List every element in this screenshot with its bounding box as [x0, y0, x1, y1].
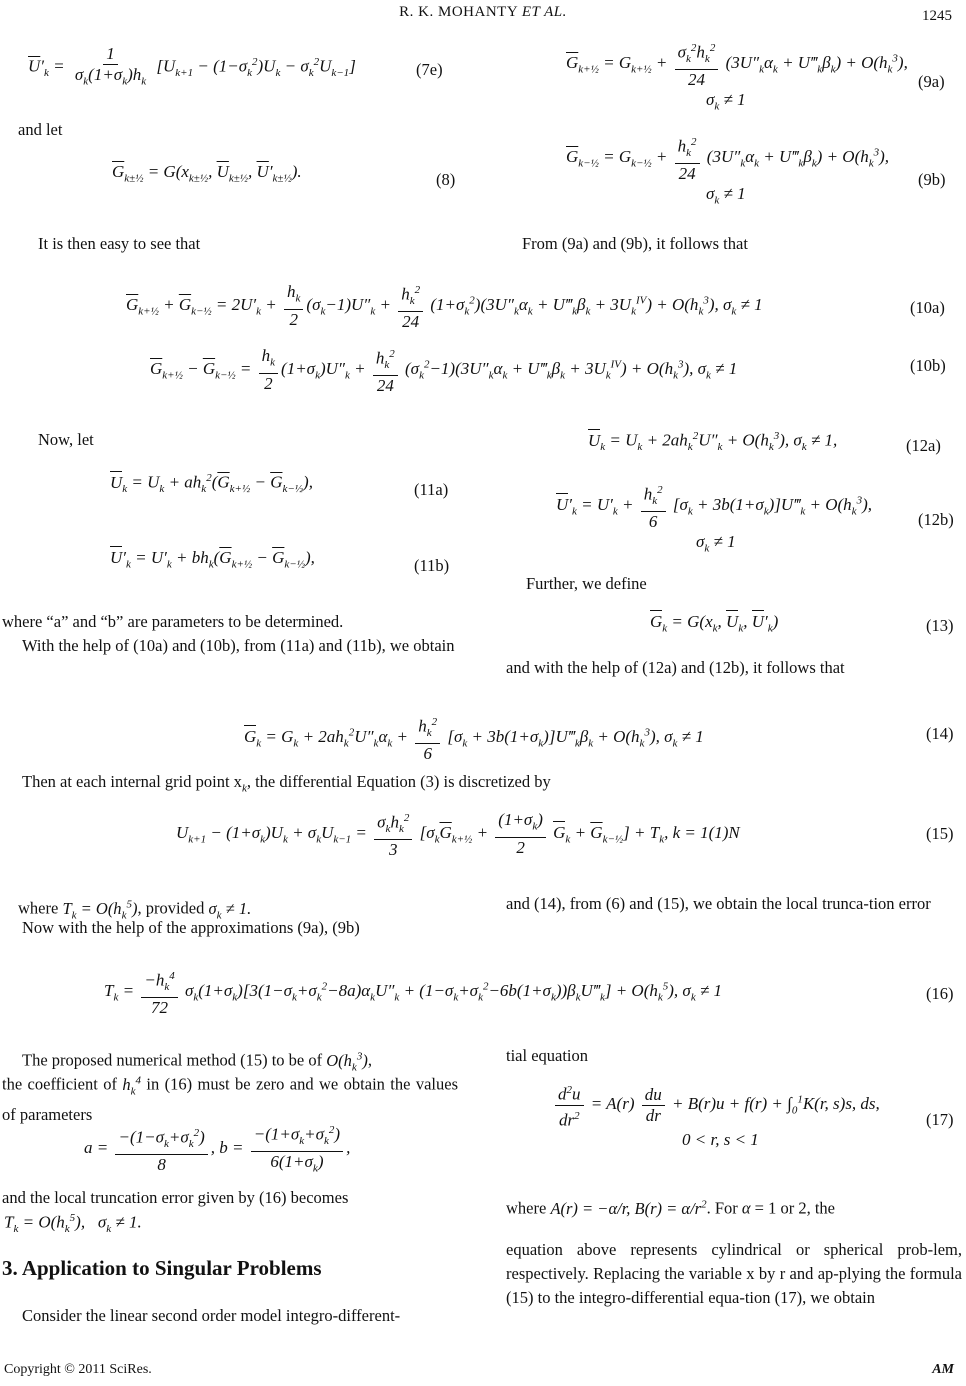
- tial-equation-text: tial equation: [506, 1046, 589, 1065]
- equation-10b: $\overline{G}_{k+\frac{1}{2}} - \overline{G}_{k-\frac{1}{2}}$ = $\frac{h_k}{2}$ $(1+\sigma_k)U''_k$ + $\frac{h_k^2}{24}$ $(\sigma_k^2-1)(3U''_k\alpha_k$ + $U‴_k\beta_k + 3U_k^{IV}) + O(h_k^3)$, $\sigma_k \ne 1$: [150, 344, 737, 396]
- alpha-eq-word: = 1 or 2, the: [754, 1198, 836, 1218]
- equation-8: $\overline{G}_{k\pm\frac{1}{2}} = G(x_{k\pm\frac{1}{2}}$, $\overline{U}_{k\pm\frac{1}{2}}$, $\overline{U}'_{k\pm\frac{1}{2}}$).: [112, 162, 302, 185]
- proposed-part-3: in (16) must be zero and we obtain the values of parameters: [2, 1074, 459, 1124]
- equation-16: $T_k$ = $\frac{-h_k^4}{72}$ $\sigma_k(1+\sigma_k)[3(1-\sigma_k+\sigma_k^2-8a)\alpha_kU''_k$ + $(1-\sigma_k+\sigma_k^2-6b(1+\sigma_k))\beta_kU‴_k] + O(h_k^5)$, $\sigma_k \ne 1$: [104, 966, 722, 1018]
- proposed-text-2: the coefficient of $h_k^4$ in (16) must be zero and we obtain the values of parameters: [2, 1074, 459, 1124]
- equation-14: $G_k = G_k + 2ah_k^2U''_k\alpha_k$ + $\frac{h_k^2}{6}$ [$\sigma_k$ + $3b(1+\sigma_k)]U‴_k\beta_k + O(h_k^3)$, $\sigma_k \ne 1$: [244, 712, 704, 764]
- eq-12a-tag: (12a): [906, 436, 941, 455]
- journal-footer: AM: [932, 1362, 954, 1377]
- eq-10b-tag: (10b): [910, 356, 946, 375]
- with-help-12-text: and with the help of (12a) and (12b), it follows that: [506, 658, 845, 677]
- eq-11b-tag: (11b): [414, 556, 450, 575]
- easy-to-see-text: It is then easy to see that: [38, 234, 201, 253]
- eq-12b-tag: (12b): [918, 510, 954, 529]
- proposed-part-2: the coefficient of: [2, 1074, 117, 1094]
- equation-15: $U_{k+1} - (1+\sigma_k)U_k + \sigma_kU_{k-1}$ = $\frac{\sigma_kh_k^2}{3}$ [$\sigma_k\overline{G}_{k+\frac{1}{2}}$ + $\frac{(1+\sigma_k)}{2}$ $G_k + \overline{G}_{k-\frac{1}{2}}] + T_k$, k = 1(1)N: [176, 808, 740, 860]
- eq-13-tag: (13): [926, 616, 954, 635]
- then-each-part-1: Then at each internal grid point x: [22, 772, 242, 791]
- equation-13: $G_k = G(x_k$, $U_k$, $U'_k$): [650, 612, 779, 635]
- proposed-part-1: The proposed numerical method (15) to be of: [22, 1050, 323, 1070]
- equation-params: a = $\frac{-(1-\sigma_k+\sigma_k^2)}{8}$ , b = $\frac{-(1+\sigma_k+\sigma_k^2)}{6(1+\sigma_k)}$ ,: [84, 1120, 350, 1178]
- params-text: where “a” and “b” are parameters to be determined.: [2, 612, 344, 631]
- header-authors: R. K. MOHANTY: [399, 4, 518, 20]
- eq-10a-tag: (10a): [910, 298, 945, 317]
- then-each-text: Then at each internal grid point $x_k$, the differential Equation (3) is discretized by: [22, 772, 551, 795]
- eq-11a-tag: (11a): [414, 480, 449, 499]
- where-T-word: where: [18, 898, 59, 918]
- eq-9b-tag: (9b): [918, 170, 946, 189]
- consider-text: Consider the linear second order model integro-different-: [22, 1306, 401, 1325]
- eq-17-tag: (17): [926, 1110, 954, 1129]
- equation-9a: $\overline{G}_{k+\frac{1}{2}} = G_{k+\frac{1}{2}}$ + $\frac{\sigma_k^2h_k^2}{24}$ ($3U''_k\alpha_k$ + $U‴_k\beta_k) + O(h_k^3)$, $\sigma_k \ne 1$: [566, 38, 908, 112]
- eq-15-tag: (15): [926, 824, 954, 843]
- with-help-text: With the help of (10a) and (10b), from (11a) and (11b), we obtain: [22, 636, 455, 655]
- running-header: [0, 4, 966, 21]
- equation-17: $\frac{d^2u}{dr^2}$ = A(r) $\frac{du}{dr}$ + $B(r)u + f(r) + \int_0^1K(r$, s)s, ds, 0 < r, s < 1: [552, 1080, 880, 1150]
- equation-9b: $\overline{G}_{k-\frac{1}{2}} = G_{k-\frac{1}{2}}$ + $\frac{h_k^2}{24}$ ($3U''_k\alpha_k$ + $U‴_k\beta_k) + O(h_k^3)$, $\sigma_k \ne 1$: [566, 132, 889, 206]
- eq-14-tag: (14): [926, 724, 954, 743]
- local-trunc-text: and the local truncation error given by (16) becomes: [2, 1188, 349, 1207]
- further-define-text: Further, we define: [526, 574, 647, 593]
- where-A-text: where A(r) = −α/r, $B(r) = \alpha/r^2$. For α = 1 or 2, the: [506, 1198, 836, 1218]
- equation-7e: $\overline{U}'_k$ = $\frac{1}{\sigma_k(1+\sigma_k)h_k}$ $[U_{k+1} - (1-\sigma_k^2)U_k - \sigma_k^2U_{k-1}]$: [28, 44, 356, 88]
- where-T-text: where $T_k = O(h_k^5)$, provided $\sigma_k \ne 1$.: [18, 898, 252, 921]
- then-each-part-2: , the differential Equation (3) is discretized by: [246, 772, 551, 791]
- header-et-al: ET AL.: [521, 4, 567, 20]
- where-A-word: where: [506, 1198, 547, 1218]
- equation-above-text: equation above represents cylindrical or spherical prob-lem, respectively. Replacing the variable x by r and ap-plying the formula (15) to the integro-differential equa-tion (17), we obtain: [506, 1240, 962, 1307]
- provided-word: , provided: [137, 898, 205, 918]
- equation-12a: $U_k = U_k + 2ah_k^2U''_k + O(h_k^3)$, $\sigma_k \ne 1$,: [588, 430, 838, 454]
- for-alpha-word: . For: [706, 1198, 738, 1218]
- eq-16-tag: (16): [926, 984, 954, 1003]
- equation-11b: $U'_k = U'_k + bh_k(\overline{G}_{k+\frac{1}{2}} - \overline{G}_{k-\frac{1}{2}})$,: [110, 548, 315, 571]
- equation-T-final: $T_k = O(h_k^5)$, $\sigma_k \ne 1$.: [4, 1212, 142, 1236]
- eq-7e-tag: (7e): [416, 60, 443, 79]
- section-title: 3. Application to Singular Problems: [2, 1256, 322, 1280]
- equation-12b: $U'_k = U'_k$ + $\frac{h_k^2}{6}$ [$\sigma_k$ + $3b(1+\sigma_k)]U‴_k + O(h_k^3)$, $\sigma_k \ne 1$: [556, 480, 872, 554]
- copyright-footer: Copyright © 2011 SciRes.: [4, 1362, 152, 1377]
- now-let-text: Now, let: [38, 430, 94, 449]
- and-14-text: and (14), from (6) and (15), we obtain the local trunca-tion error: [506, 894, 931, 913]
- now-with-help-text: Now with the help of the approximations (9a), (9b): [22, 918, 360, 937]
- equation-11a: $U_k = U_k + ah_k^2(\overline{G}_{k+\frac{1}{2}} - \overline{G}_{k-\frac{1}{2}})$,: [110, 472, 313, 496]
- and-let-text: and let: [18, 120, 63, 139]
- proposed-text: The proposed numerical method (15) to be of $O(h_k^3)$,: [22, 1050, 372, 1073]
- page-number: 1245: [922, 8, 952, 24]
- eq-9a-tag: (9a): [918, 72, 945, 91]
- from-9a9b-text: From (9a) and (9b), it follows that: [522, 234, 748, 253]
- equation-10a: $\overline{G}_{k+\frac{1}{2}} + \overline{G}_{k-\frac{1}{2}} = 2U'_k$ + $\frac{h_k}{2}$ $(\sigma_k-1)U''_k$ + $\frac{h_k^2}{24}$ $(1+\sigma_k^2)(3U''_k\alpha_k$ + $U‴_k\beta_k + 3U_k^{IV}) + O(h_k^3)$, $\sigma_k \ne 1$: [126, 280, 763, 332]
- eq-8-tag: (8): [436, 170, 456, 189]
